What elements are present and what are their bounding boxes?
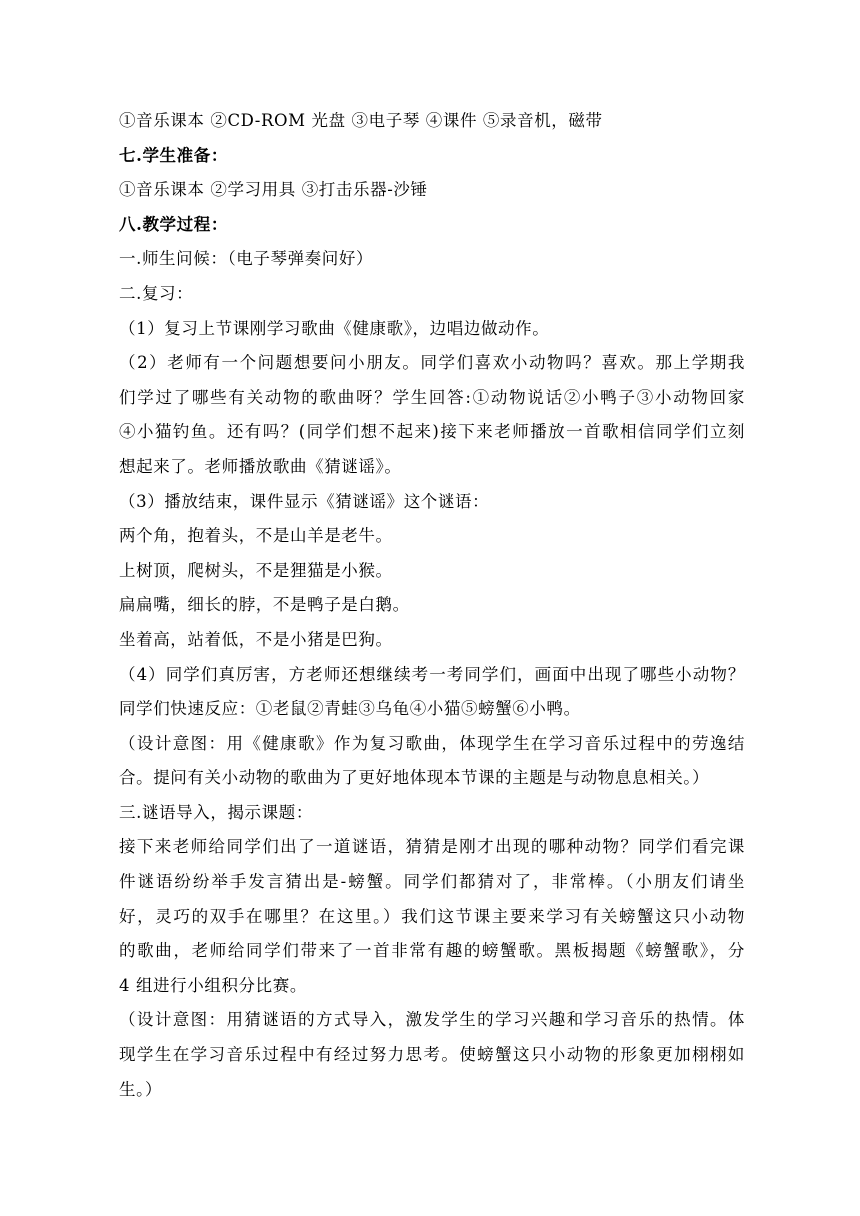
step-riddle-intro-heading: 三.谜语导入，揭示课题： xyxy=(119,802,313,822)
step-greeting: 一.师生问候：（电子琴弹奏问好） xyxy=(119,249,374,269)
design-intent-2-line-3: 生。） xyxy=(119,1079,163,1099)
step-review-heading: 二.复习： xyxy=(119,283,194,303)
review-item-2-line-2: 们学过了哪些有关动物的歌曲呀？学生回答:①动物说话②小鸭子③小动物回家 xyxy=(119,387,745,407)
student-materials-list: ①音乐课本 ②学习用具 ③打击乐器-沙锤 xyxy=(119,180,428,200)
riddle-line-2: 上树顶，爬树头，不是狸猫是小猴。 xyxy=(119,560,393,580)
riddle-line-4: 坐着高，站着低，不是小猪是巴狗。 xyxy=(119,629,393,649)
section-heading-student-prep: 七.学生准备： xyxy=(119,145,228,165)
riddle-line-3: 扁扁嘴，细长的脖，不是鸭子是白鹅。 xyxy=(119,595,410,615)
design-intent-1-line-2: 合。提问有关小动物的歌曲为了更好地体现本节课的主题是与动物息息相关。） xyxy=(119,768,710,788)
review-item-4-line-2: 同学们快速反应：①老鼠②青蛙③乌龟④小猫⑤螃蟹⑥小鸭。 xyxy=(119,699,581,719)
riddle-intro-line-5: 4 组进行小组积分比赛。 xyxy=(119,975,307,995)
riddle-intro-line-2: 件谜语纷纷举手发言猜出是-螃蟹。同学们都猜对了，非常棒。（小朋友们请坐 xyxy=(119,872,745,892)
riddle-intro-line-3: 好，灵巧的双手在哪里？在这里。）我们这节课主要来学习有关螃蟹这只小动物 xyxy=(119,906,745,926)
review-item-3: （3）播放结束，课件显示《猜谜谣》这个谜语： xyxy=(119,491,490,511)
document-page xyxy=(119,104,745,1107)
section-heading-teaching-process: 八.教学过程： xyxy=(119,214,228,234)
design-intent-2-line-1: （设计意图：用猜谜语的方式导入，激发学生的学习兴趣和学习音乐的热情。体 xyxy=(119,1010,745,1030)
materials-list: ①音乐课本 ②CD-ROM 光盘 ③电子琴 ④课件 ⑤录音机，磁带 xyxy=(119,111,603,130)
review-item-1: （1）复习上节课刚学习歌曲《健康歌》，边唱边做动作。 xyxy=(119,318,550,338)
design-intent-1-line-1: （设计意图：用《健康歌》作为复习歌曲，体现学生在学习音乐过程中的劳逸结 xyxy=(119,733,745,753)
review-item-4-line-1: （4）同学们真厉害，方老师还想继续考一考同学们，画面中出现了哪些小动物？ xyxy=(119,664,745,684)
design-intent-2-line-2: 现学生在学习音乐过程中有经过努力思考。使螃蟹这只小动物的形象更加栩栩如 xyxy=(119,1045,745,1065)
review-item-2-line-3: ④小猫钓鱼。还有吗？(同学们想不起来)接下来老师播放一首歌相信同学们立刻 xyxy=(119,422,745,442)
review-item-2-line-4: 想起来了。老师播放歌曲《猜谜谣》。 xyxy=(119,456,402,476)
riddle-intro-line-1: 接下来老师给同学们出了一道谜语，猜猜是刚才出现的哪种动物？同学们看完课 xyxy=(119,837,745,857)
riddle-line-1: 两个角，抱着头，不是山羊是老牛。 xyxy=(119,526,393,546)
riddle-intro-line-4: 的歌曲，老师给同学们带来了一首非常有趣的螃蟹歌。黑板揭题《螃蟹歌》，分 xyxy=(119,941,745,961)
review-item-2-line-1: （2）老师有一个问题想要问小朋友。同学们喜欢小动物吗？喜欢。那上学期我 xyxy=(119,353,745,373)
